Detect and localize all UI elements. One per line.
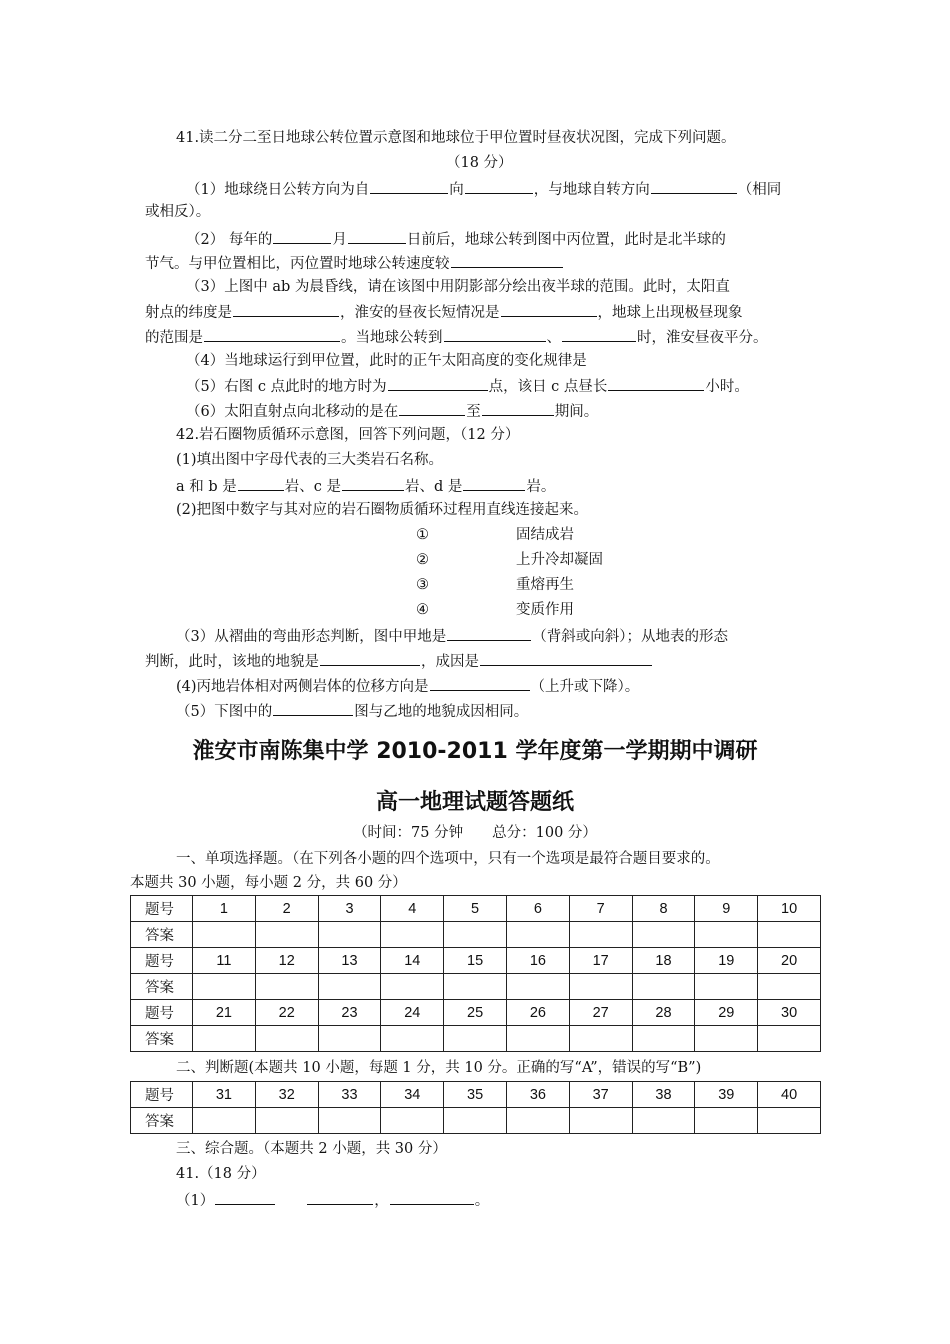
question-number: 15 (444, 948, 507, 974)
answer-blank[interactable] (390, 1189, 474, 1205)
match-item: ② 上升冷却凝固 (416, 552, 603, 568)
section3-instructions: 三、综合题。（本题共 2 小题，共 30 分） (176, 1141, 447, 1157)
answer-cell[interactable] (632, 922, 695, 948)
answer-cell[interactable] (569, 1108, 632, 1134)
table-row (131, 1026, 821, 1052)
question-number: 9 (695, 896, 758, 922)
answer-cell[interactable] (193, 1108, 256, 1134)
q41-part2: （2） 每年的 月 日前后，地球公转到图中丙位置，此时是北半球的 (186, 228, 726, 250)
answer-cell[interactable] (444, 1108, 507, 1134)
q42-part2: (2)把图中数字与其对应的岩石圈物质循环过程用直线连接起来。 (176, 502, 589, 518)
table-row (131, 922, 821, 948)
table-row (131, 974, 821, 1000)
answer-cell[interactable] (444, 974, 507, 1000)
q41-part4: （4）当地球运行到甲位置，此时的正午太阳高度的变化规律是 (186, 353, 587, 369)
answer-cell[interactable] (506, 922, 569, 948)
question-number: 2 (255, 896, 318, 922)
question-number: 35 (444, 1082, 507, 1108)
q42-part1-blanks: a 和 b 是 岩、c 是 岩、d 是 岩。 (176, 475, 555, 497)
q42-part1: (1)填出图中字母代表的三大类岩石名称。 (176, 452, 444, 468)
answer-cell[interactable] (632, 1026, 695, 1052)
row-label: 题号 (131, 1000, 193, 1026)
question-number: 22 (255, 1000, 318, 1026)
question-number: 29 (695, 1000, 758, 1026)
question-number: 6 (506, 896, 569, 922)
q41-part1: （1）地球绕日公转方向为自 向 ，与地球自转方向 （相同 (186, 178, 781, 200)
question-number: 19 (695, 948, 758, 974)
table-row (131, 1108, 821, 1134)
table-row (131, 896, 821, 922)
answer-cell[interactable] (695, 1026, 758, 1052)
match-item: ④ 变质作用 (416, 602, 574, 618)
table-row (131, 948, 821, 974)
section2-instructions: 二、判断题(本题共 10 小题，每题 1 分，共 10 分。正确的写“A”，错误的写“B”) (176, 1060, 702, 1076)
answer-cell[interactable] (506, 974, 569, 1000)
answer-blank[interactable] (215, 1189, 275, 1205)
answer-cell[interactable] (569, 974, 632, 1000)
answer-cell[interactable] (506, 1108, 569, 1134)
exam-time: （时间：75 分钟 总分：100 分） (353, 825, 597, 841)
q41-part1-cont: 或相反）。 (145, 204, 211, 220)
answer-cell[interactable] (255, 1026, 318, 1052)
q41-part3: （3）上图中 ab 为晨昏线，请在该图中用阴影部分绘出夜半球的范围。此时，太阳直 (186, 279, 730, 295)
q41-part2-cont: 节气。与甲位置相比，丙位置时地球公转速度较 (145, 252, 564, 274)
question-number: 20 (758, 948, 821, 974)
question-number: 26 (506, 1000, 569, 1026)
answer-cell[interactable] (695, 974, 758, 1000)
answer-blank[interactable] (307, 1189, 373, 1205)
question-number: 27 (569, 1000, 632, 1026)
question-number: 17 (569, 948, 632, 974)
q41-header: 41.读二分二至日地球公转位置示意图和地球位于甲位置时昼夜状况图，完成下列问题。 (176, 130, 736, 146)
question-number: 37 (569, 1082, 632, 1108)
answer-cell[interactable] (758, 922, 821, 948)
question-number: 25 (444, 1000, 507, 1026)
q42-part5: （5）下图中的 图与乙地的地貌成因相同。 (176, 700, 528, 722)
question-number: 13 (318, 948, 381, 974)
table-row (131, 1000, 821, 1026)
question-number: 7 (569, 896, 632, 922)
answer-cell[interactable] (255, 1108, 318, 1134)
question-number: 3 (318, 896, 381, 922)
row-label: 题号 (131, 948, 193, 974)
q42-part3-cont: 判断，此时，该地的地貌是 ，成因是 (145, 650, 653, 672)
answer-cell[interactable] (193, 1026, 256, 1052)
question-number: 23 (318, 1000, 381, 1026)
question-number: 38 (632, 1082, 695, 1108)
question-number: 11 (193, 948, 256, 974)
q41-score: （18 分） (446, 155, 513, 171)
section1-instructions-cont: 本题共 30 小题，每小题 2 分，共 60 分） (130, 875, 407, 891)
q41-part3-cont2: 的范围是 。当地球公转到 、 时，淮安昼夜平分。 (145, 326, 768, 348)
question-number: 12 (255, 948, 318, 974)
answer-cell[interactable] (632, 974, 695, 1000)
q42-part4: (4)丙地岩体相对两侧岩体的位移方向是 （上升或下降）。 (176, 675, 639, 697)
match-item: ③ 重熔再生 (416, 577, 574, 593)
question-number: 31 (193, 1082, 256, 1108)
question-number: 1 (193, 896, 256, 922)
answer-sheet-title: 淮安市南陈集中学 2010-2011 学年度第一学期期中调研 (192, 739, 758, 764)
table-row (131, 1082, 821, 1108)
question-number: 40 (758, 1082, 821, 1108)
q41-answer-header: 41.（18 分） (176, 1166, 266, 1182)
question-number: 10 (758, 896, 821, 922)
question-number: 36 (506, 1082, 569, 1108)
answer-cell[interactable] (569, 922, 632, 948)
answer-cell[interactable] (506, 1026, 569, 1052)
row-label: 答案 (131, 922, 193, 948)
question-number: 39 (695, 1082, 758, 1108)
answer-sheet-subtitle: 高一地理试题答题纸 (375, 790, 574, 815)
answer-cell[interactable] (318, 974, 381, 1000)
q41-answer-part1: （1） ， 。 (176, 1189, 489, 1211)
answer-cell[interactable] (318, 922, 381, 948)
row-label: 答案 (131, 1026, 193, 1052)
answer-cell[interactable] (695, 1108, 758, 1134)
row-label: 题号 (131, 896, 193, 922)
answer-cell[interactable] (381, 922, 444, 948)
judgement-answer-table (130, 1081, 821, 1134)
row-label: 答案 (131, 1108, 193, 1134)
answer-cell[interactable] (381, 1108, 444, 1134)
answer-cell[interactable] (193, 974, 256, 1000)
q41-part6: （6）太阳直射点向北移动的是在 至 期间。 (186, 400, 598, 422)
question-number: 4 (381, 896, 444, 922)
answer-cell[interactable] (758, 974, 821, 1000)
answer-cell[interactable] (444, 1026, 507, 1052)
question-number: 32 (255, 1082, 318, 1108)
answer-cell[interactable] (318, 1026, 381, 1052)
q41-part5: （5）右图 c 点此时的地方时为 点，该日 c 点昼长 小时。 (186, 375, 749, 397)
answer-cell[interactable] (193, 922, 256, 948)
answer-cell[interactable] (632, 1108, 695, 1134)
question-number: 33 (318, 1082, 381, 1108)
answer-cell[interactable] (695, 922, 758, 948)
answer-cell[interactable] (318, 1108, 381, 1134)
q41-part3-cont1: 射点的纬度是 ，淮安的昼夜长短情况是 ，地球上出现极昼现象 (145, 301, 743, 323)
question-number: 5 (444, 896, 507, 922)
answer-cell[interactable] (255, 974, 318, 1000)
question-number: 16 (506, 948, 569, 974)
match-item: ① 固结成岩 (416, 527, 574, 543)
question-number: 14 (381, 948, 444, 974)
answer-cell[interactable] (444, 922, 507, 948)
q42-header: 42.岩石圈物质循环示意图，回答下列问题，（12 分） (176, 427, 520, 443)
answer-cell[interactable] (569, 1026, 632, 1052)
choice-answer-table (130, 895, 821, 1052)
question-number: 30 (758, 1000, 821, 1026)
question-number: 24 (381, 1000, 444, 1026)
question-number: 34 (381, 1082, 444, 1108)
question-number: 8 (632, 896, 695, 922)
answer-cell[interactable] (758, 1026, 821, 1052)
row-label: 答案 (131, 974, 193, 1000)
row-label: 题号 (131, 1082, 193, 1108)
answer-cell[interactable] (255, 922, 318, 948)
question-number: 21 (193, 1000, 256, 1026)
answer-cell[interactable] (758, 1108, 821, 1134)
q42-part3: （3）从褶曲的弯曲形态判断，图中甲地是 （背斜或向斜）；从地表的形态 (176, 625, 728, 647)
answer-cell[interactable] (381, 974, 444, 1000)
question-number: 18 (632, 948, 695, 974)
section1-instructions: 一、单项选择题。（在下列各小题的四个选项中，只有一个选项是最符合题目要求的。 (176, 851, 720, 867)
question-number: 28 (632, 1000, 695, 1026)
answer-cell[interactable] (381, 1026, 444, 1052)
